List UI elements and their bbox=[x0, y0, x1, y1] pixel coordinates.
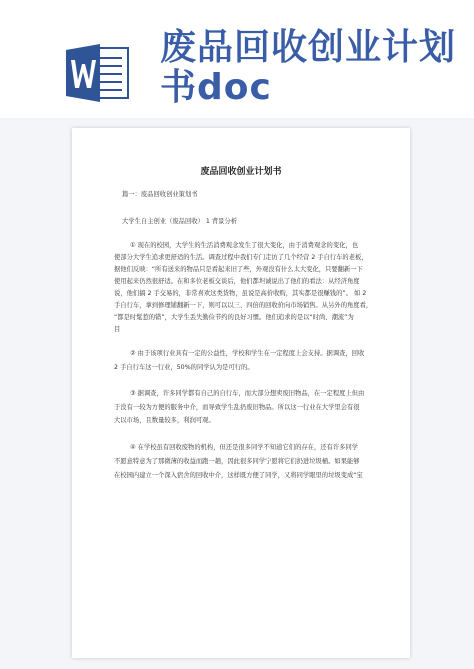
paragraph-line: 不愿意特意为了那微薄的收益而跑一趟，因此很多同学宁愿将它们扔进垃圾桶。如果能够 bbox=[114, 458, 360, 465]
paragraph-line: 使部分大学生追求更舒适的生活。调查过程中我们专门走访了几个经营 2 手自行车的老板， bbox=[114, 254, 368, 261]
header bbox=[0, 0, 474, 118]
paragraph-line: 在校园内建立一个深入宿舍的回收中介，这样既方便了同学，又将同学眼里的垃圾变成“宝 bbox=[114, 472, 363, 479]
paragraph-line: 2 手自行车这一行业，50%的同学认为是可行的。 bbox=[114, 364, 254, 371]
subsection-heading: 大学生自主创业（废品回收） 1 背景分析 bbox=[122, 218, 238, 225]
page-title: 废品回收创业计划书 bbox=[200, 167, 282, 177]
paragraph-line: 于没有一较为方便的服务中介，而导致学生乱扔废旧物品。所以这一行业在大学里会有很 bbox=[114, 404, 360, 411]
paragraph-line: 大以市场，且数量较多，利润可观。 bbox=[114, 417, 215, 424]
paragraph-line: 说，他们搞 2 手交易的，非常喜欢这类货物，虽说是高价收购，其实都是很赚钱的”。 如 2 bbox=[114, 290, 367, 297]
word-document-icon bbox=[66, 42, 130, 104]
paragraph-line: 手自行车，拿到修理铺翻新一下，则可以以三、四倍的回收价向市场销售。从另外的角度看， bbox=[114, 302, 373, 309]
paragraph-line: 目 bbox=[114, 326, 121, 333]
paragraph-line: ① 现在的校园，大学生的生活消费观念发生了很大变化，由于消费观念的变化，也 bbox=[130, 242, 359, 249]
document-file-title bbox=[160, 28, 465, 108]
document-page bbox=[72, 128, 410, 658]
paragraph-line: ④ 在学校虽有回收废物的机构，但还是很多同学不知道它们的存在，还有许多同学 bbox=[130, 444, 359, 451]
paragraph-line: “都是时髦惹的错”，大学生丢失勤俭节约的良好习惯。他们追求的是以“时尚、潮流”为 bbox=[114, 314, 354, 321]
paragraph-line: 据他们反映：“所有送来的物品只是看起来旧了些，外观没有什么太大变化，只要翻新一下 bbox=[114, 266, 363, 273]
paragraph-line: ③ 据调查，许多同学都有自己的自行车，而大部分想卖废旧物品，在一定程度上但由 bbox=[130, 390, 365, 397]
title-line-2: 书doc bbox=[160, 67, 272, 108]
section-heading: 篇一：废品回收创业策划书 bbox=[122, 191, 198, 198]
paragraph-line: ② 由于该项行业具有一定的公益性，学校和学生在一定程度上会支持。据调查，回收 bbox=[130, 350, 365, 357]
title-line-1: 废品回收创业计划 bbox=[160, 27, 457, 68]
paragraph-line: 使用起来仍然很舒适。在和多位老板交谈后，他们都坦诚说出了他们的看法：从经济角度 bbox=[114, 278, 360, 285]
